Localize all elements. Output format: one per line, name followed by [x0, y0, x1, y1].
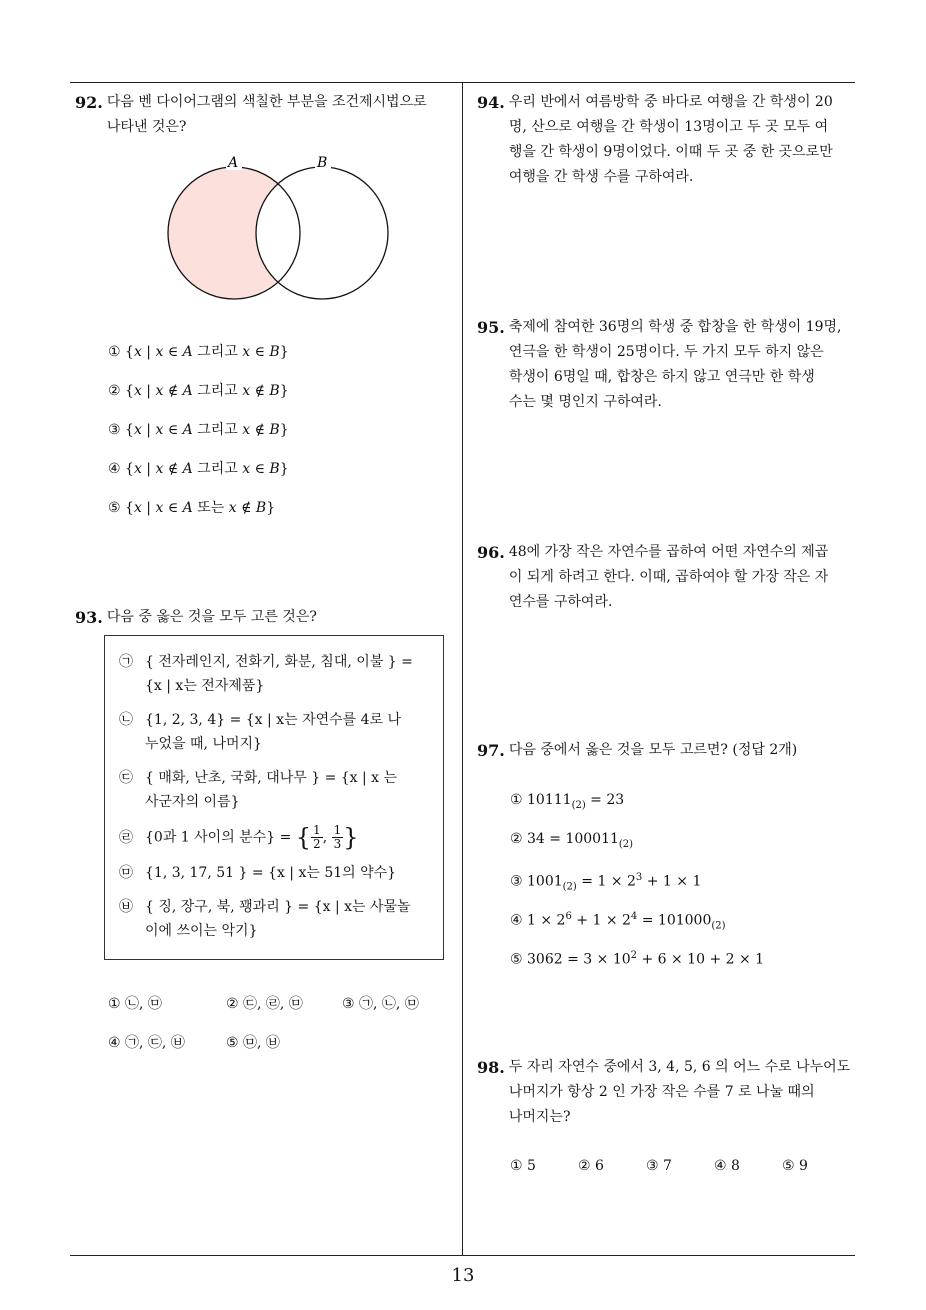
q92-option-1[interactable]: ① {x | x ∈ A 그리고 x ∈ B}	[108, 344, 289, 360]
problem-94	[477, 90, 857, 190]
q98-choice-5[interactable]: ⑤ 9	[782, 1158, 808, 1174]
q93-item-6: ㉥ { 징, 장구, 북, 꽹과리 } = {x | x는 사물놀 이에 쓰이는 악기}	[119, 899, 411, 939]
q92-option-2[interactable]: ② {x | x ∉ A 그리고 x ∉ B}	[108, 383, 289, 399]
q92-option-3[interactable]: ③ {x | x ∈ A 그리고 x ∉ B}	[108, 422, 289, 438]
problem-text: 우리 반에서 여름방학 중 바다로 여행을 간 학생이 20 명, 산으로 여행을 간 학생이 13명이고 두 곳 모두 여 행을 간 학생이 9명이었다. 이때 두 곳 중 한 곳으로만 여행을 간 학생 수를 구하여라.	[508, 94, 833, 185]
q93-choices-row-2	[108, 1032, 280, 1052]
problem-number: 96.	[477, 543, 505, 562]
problem-text: 축제에 참여한 36명의 학생 중 합창을 한 학생이 19명, 연극을 한 학생이 25명이다. 두 가지 모두 하지 않은 학생이 6명일 때, 합창은 하지 않고 연극만 한 학생 수는 몇 명인지 구하여라.	[508, 319, 842, 410]
q97-option-2[interactable]: ② $34 = 100011_{(2)}$	[510, 831, 634, 850]
q93-choice-3[interactable]: ③ ㉠, ㉡, ㉤	[342, 996, 419, 1012]
set-a-label: A	[228, 155, 239, 171]
q93-item-5: ㉤ {1, 3, 17, 51 } = {x | x는 51의 약수}	[119, 865, 397, 881]
q97-option-4[interactable]: ④ $1 \times 2^6 + 1 \times 2^4 = 101000_{(2)}$	[510, 911, 726, 932]
q92-option-4[interactable]: ④ {x | x ∉ A 그리고 x ∈ B}	[108, 461, 289, 477]
q98-choices	[510, 1158, 808, 1174]
problem-97	[477, 738, 857, 763]
problem-number: 92.	[75, 93, 103, 112]
problem-98	[477, 1055, 857, 1130]
q93-item-3: ㉢ { 매화, 난초, 국화, 대나무 } = {x | x 는 사군자의 이름}	[119, 770, 398, 810]
bottom-rule	[70, 1255, 855, 1256]
q98-choice-3[interactable]: ③ 7	[646, 1158, 672, 1174]
fraction-one-half: $\frac{1}{2}$	[313, 823, 321, 851]
q97-options	[510, 790, 764, 985]
q93-choices-row-1	[108, 993, 419, 1013]
q93-choice-4[interactable]: ④ ㉠, ㉢, ㉥	[108, 1035, 185, 1051]
problem-95	[477, 315, 857, 415]
q93-item-2: ㉡ {1, 2, 3, 4} = {x | x는 자연수를 4로 나 누었을 때, 나머지}	[119, 712, 402, 752]
q93-choice-2[interactable]: ② ㉢, ㉣, ㉤	[226, 996, 303, 1012]
problem-number: 95.	[477, 318, 505, 337]
problem-93	[75, 605, 455, 630]
q98-choice-4[interactable]: ④ 8	[714, 1158, 740, 1174]
q98-choice-1[interactable]: ① 5	[510, 1158, 536, 1174]
q97-option-1[interactable]: ① $10111_{(2)} = 23$	[510, 792, 625, 811]
venn-diagram	[165, 152, 405, 302]
problem-number: 93.	[75, 608, 103, 627]
problem-number: 94.	[477, 93, 505, 112]
problem-text: 다음 중 옳은 것을 모두 고른 것은?	[106, 609, 317, 625]
problem-text: 다음 중에서 옳은 것을 모두 고르면? (정답 2개)	[508, 742, 798, 758]
q93-choice-1[interactable]: ① ㉡, ㉤	[108, 996, 162, 1012]
q93-item-1: ㉠ { 전자레인지, 전화기, 화분, 침대, 이불 } = {x | x는 전자제품}	[119, 654, 413, 694]
q97-option-5[interactable]: ⑤ $3062 = 3 \times 10^2 + 6 \times 10 + 2 \times 1$	[510, 950, 765, 968]
q93-choice-5[interactable]: ⑤ ㉤, ㉥	[226, 1035, 280, 1051]
page-number: 13	[451, 1265, 475, 1286]
problem-96	[477, 540, 857, 615]
q97-option-3[interactable]: ③ $1001_{(2)} = 1 \times 2^3 + 1 \times 1$	[510, 872, 702, 893]
q92-options	[108, 342, 289, 537]
problem-number: 98.	[477, 1058, 505, 1077]
problem-text: 두 자리 자연수 중에서 3, 4, 5, 6 의 어느 수로 나누어도 나머지가 항상 2 인 가장 작은 수를 7 로 나눌 때의 나머지는?	[508, 1059, 851, 1125]
column-divider	[462, 82, 463, 1255]
problem-text: 다음 벤 다이어그램의 색칠한 부분을 조건제시법으로 나타낸 것은?	[106, 94, 427, 135]
problem-number: 97.	[477, 741, 505, 760]
set-b-label: B	[317, 155, 328, 171]
fraction-one-third: $\frac{1}{3}$	[333, 823, 342, 851]
q93-statement-box	[104, 635, 444, 960]
problem-text: 48에 가장 작은 자연수를 곱하여 어떤 자연수의 제곱 이 되게 하려고 한다. 이때, 곱하여야 할 가장 작은 자 연수를 구하여라.	[508, 544, 829, 610]
problem-92	[75, 90, 455, 140]
q93-item-4: ㉣ {0과 1 사이의 분수} = { $\frac{1}{2}$ , $\frac{1}{3}$ }	[119, 823, 359, 852]
q92-option-5[interactable]: ⑤ {x | x ∈ A 또는 x ∉ B}	[108, 500, 276, 516]
q98-choice-2[interactable]: ② 6	[578, 1158, 604, 1174]
